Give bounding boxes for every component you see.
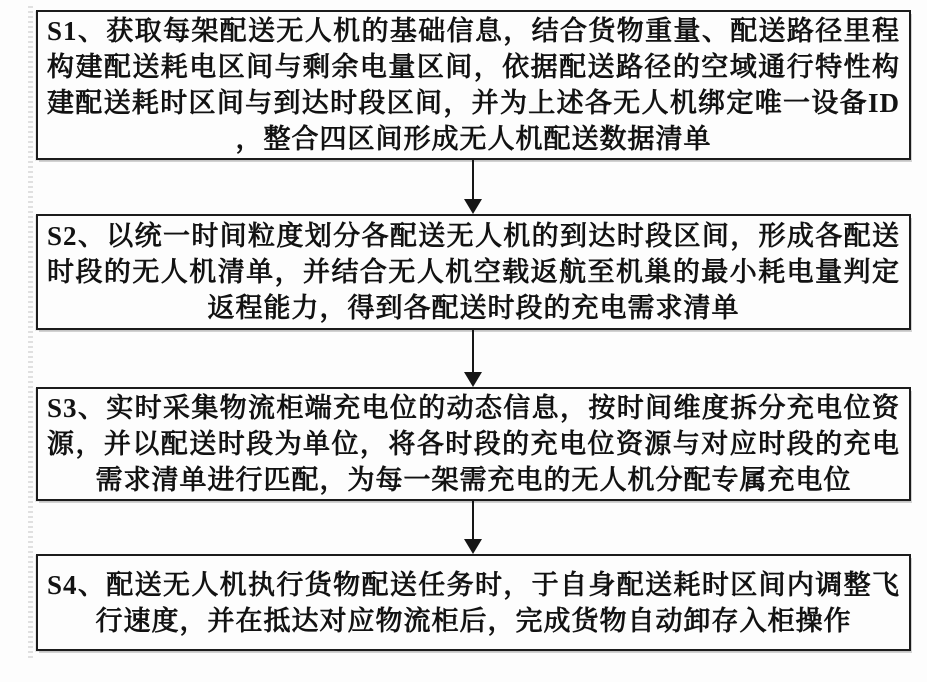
step-s2-line-3: 返程能力，得到各配送时段的充电需求清单 — [207, 293, 740, 323]
step-s4-line-2: 行速度，并在抵达对应物流柜后，完成货物自动卸存入柜操作 — [95, 605, 852, 636]
arrow-shaft — [472, 160, 474, 200]
step-s1-line-1: S1、获取每架配送无人机的基础信息，结合货物重量、配送路径里程 — [47, 16, 900, 46]
flow-step-s1 — [36, 10, 911, 160]
step-s3-line-3: 需求清单进行匹配，为每一架需充电的无人机分配专属充电位 — [95, 465, 852, 495]
step-s1-line-2: 构建配送耗电区间与剩余电量区间，依据配送路径的空域通行特性构 — [47, 52, 900, 82]
flow-step-s4 — [36, 554, 911, 651]
flow-arrow-s3-to-s4 — [463, 501, 483, 554]
flow-step-s3 — [36, 387, 911, 501]
step-s2-line-2: 时段的无人机清单，并结合无人机空载返航至机巢的最小耗电量判定 — [47, 257, 900, 287]
arrow-shaft — [472, 501, 474, 540]
arrow-shaft — [472, 330, 474, 373]
arrow-down-icon — [464, 539, 482, 554]
step-s4-line-1: S4、配送无人机执行货物配送任务时，于自身配送耗时区间内调整飞 — [47, 569, 900, 600]
flow-arrow-s1-to-s2 — [463, 160, 483, 214]
arrow-down-icon — [464, 372, 482, 387]
step-s3-line-1: S3、实时采集物流柜端充电位的动态信息，按时间维度拆分充电位资 — [47, 393, 900, 423]
arrow-down-icon — [464, 199, 482, 214]
step-s1-line-3: 建配送耗时区间与到达时段区间，并为上述各无人机绑定唯一设备ID — [47, 88, 900, 118]
step-s1-line-4: ，整合四区间形成无人机配送数据清单 — [235, 124, 712, 154]
step-s3-line-2: 源，并以配送时段为单位，将各时段的充电位资源与对应时段的充电 — [47, 429, 900, 459]
flow-step-s2 — [36, 214, 911, 330]
step-s2-line-1: S2、以统一时间粒度划分各配送无人机的到达时段区间，形成各配送 — [47, 221, 900, 251]
scan-artifact-strip — [28, 6, 33, 658]
flow-arrow-s2-to-s3 — [463, 330, 483, 387]
